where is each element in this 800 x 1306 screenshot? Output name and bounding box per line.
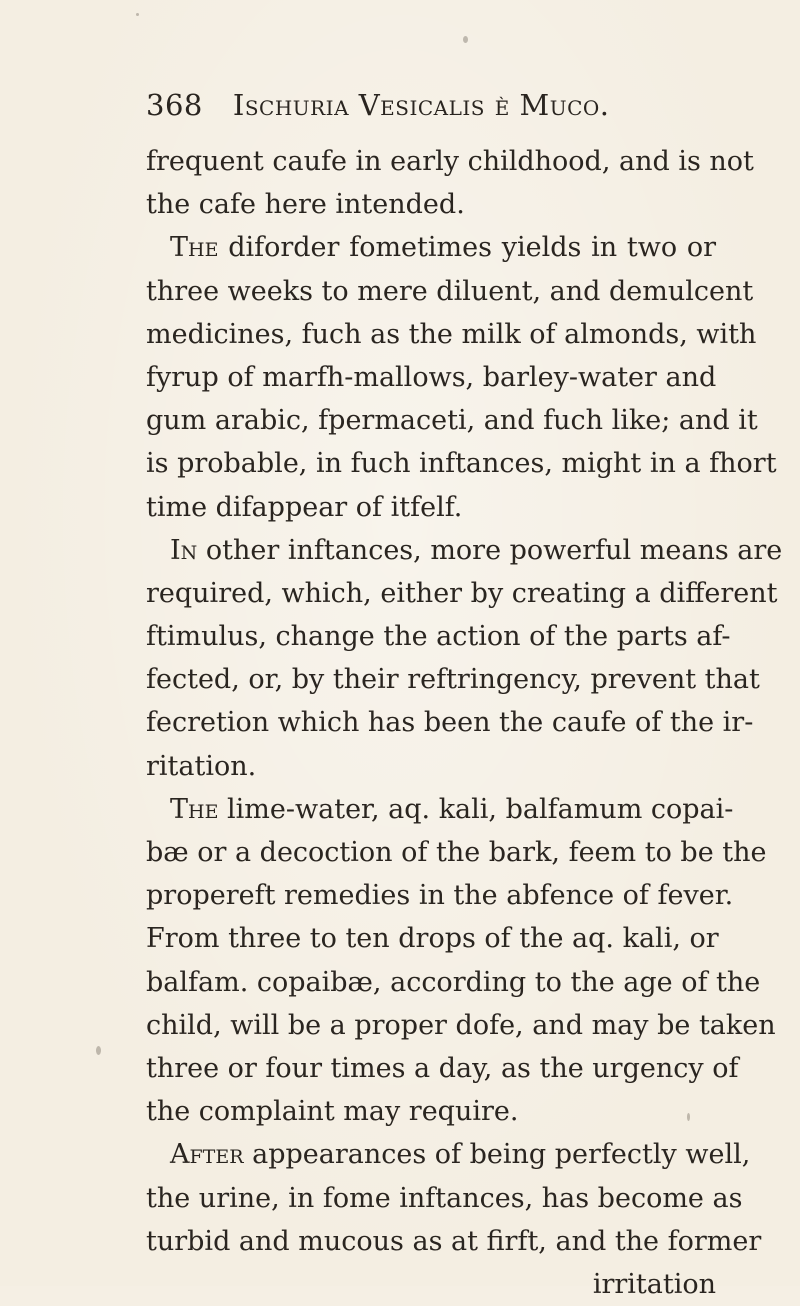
text-line — [146, 529, 783, 572]
line-text: ritation. — [146, 750, 257, 782]
line-text: lime-water, aq. kali, balfamum copai- — [218, 793, 734, 825]
text-line — [146, 442, 777, 485]
text-line — [146, 658, 760, 701]
line-text: balfam. copaibæ, according to the age of the — [146, 966, 761, 998]
text-line — [146, 615, 731, 658]
body-text — [146, 140, 783, 1306]
page-header — [146, 88, 706, 122]
text-line — [146, 486, 716, 529]
line-text: required, which, either by creating a different — [146, 577, 778, 609]
paragraph-lead-word: After — [170, 1139, 244, 1171]
text-line — [146, 831, 767, 874]
line-text: time difappear of itfelf. — [146, 491, 463, 523]
text-line — [146, 961, 761, 1004]
line-text: irritation — [592, 1268, 716, 1300]
running-head: Ischuria Vesicalis è Muco. — [232, 88, 610, 122]
page-number: 368 — [146, 88, 203, 122]
paragraph-lead-word: The — [170, 232, 219, 264]
line-text: gum arabic, fpermaceti, and fuch like; and it — [146, 405, 758, 437]
text-line — [146, 356, 716, 399]
text-line — [146, 313, 757, 356]
line-text: appearances of being perfectly well, — [243, 1139, 751, 1171]
line-text: is probable, in fuch inftances, might in a fhort — [146, 448, 777, 480]
line-text: fyrup of marfh-mallows, barley-water and — [146, 361, 717, 393]
line-text: From three to ten drops of the aq. kali, or — [146, 923, 719, 955]
line-text: frequent caufe in early childhood, and is not — [146, 146, 754, 177]
text-line — [146, 1177, 743, 1220]
text-line — [146, 572, 778, 615]
line-text: diforder fometimes yields in two or — [218, 232, 716, 264]
line-text: bæ or a decoction of the bark, feem to be the — [146, 837, 767, 868]
line-text: fecretion which has been the caufe of the ir- — [146, 707, 754, 739]
line-text: the urine, in fome inftances, has become as — [146, 1182, 743, 1214]
line-text: three or four times a day, as the urgency of — [146, 1052, 739, 1084]
text-line — [146, 140, 754, 183]
line-text: the complaint may require. — [146, 1096, 519, 1128]
line-text: child, will be a proper dofe, and may be taken — [146, 1009, 776, 1041]
text-line — [146, 183, 716, 226]
line-text: three weeks to mere diluent, and demulcent — [146, 275, 754, 307]
paper-speck — [96, 1046, 101, 1055]
line-text: turbid and mucous as at firft, and the former — [146, 1225, 762, 1257]
text-line — [146, 1220, 762, 1263]
text-line — [146, 270, 754, 313]
line-text: fected, or, by their reftringency, prevent that — [146, 664, 760, 696]
line-text: other inftances, more powerful means are — [197, 534, 783, 566]
text-line — [146, 1047, 739, 1090]
line-text: ftimulus, change the action of the parts af- — [146, 621, 731, 653]
line-text: propereft remedies in the abfence of fever. — [146, 880, 734, 912]
paragraph-lead-word: The — [170, 793, 219, 825]
text-line — [146, 226, 716, 269]
line-text: medicines, fuch as the milk of almonds, with — [146, 318, 757, 350]
text-line — [146, 399, 758, 442]
text-line — [146, 917, 719, 960]
paper-speck — [687, 1113, 690, 1121]
text-line — [146, 701, 754, 744]
text-line — [146, 788, 734, 831]
text-line — [146, 874, 734, 917]
line-text: the cafe here intended. — [146, 189, 465, 221]
paper-speck — [136, 13, 139, 16]
text-line — [146, 1133, 751, 1176]
paper-speck — [463, 36, 468, 43]
text-line — [146, 1090, 716, 1133]
text-line — [146, 1004, 776, 1047]
text-line — [146, 745, 716, 788]
paragraph-lead-word: In — [170, 534, 198, 566]
text-line — [146, 1263, 716, 1306]
